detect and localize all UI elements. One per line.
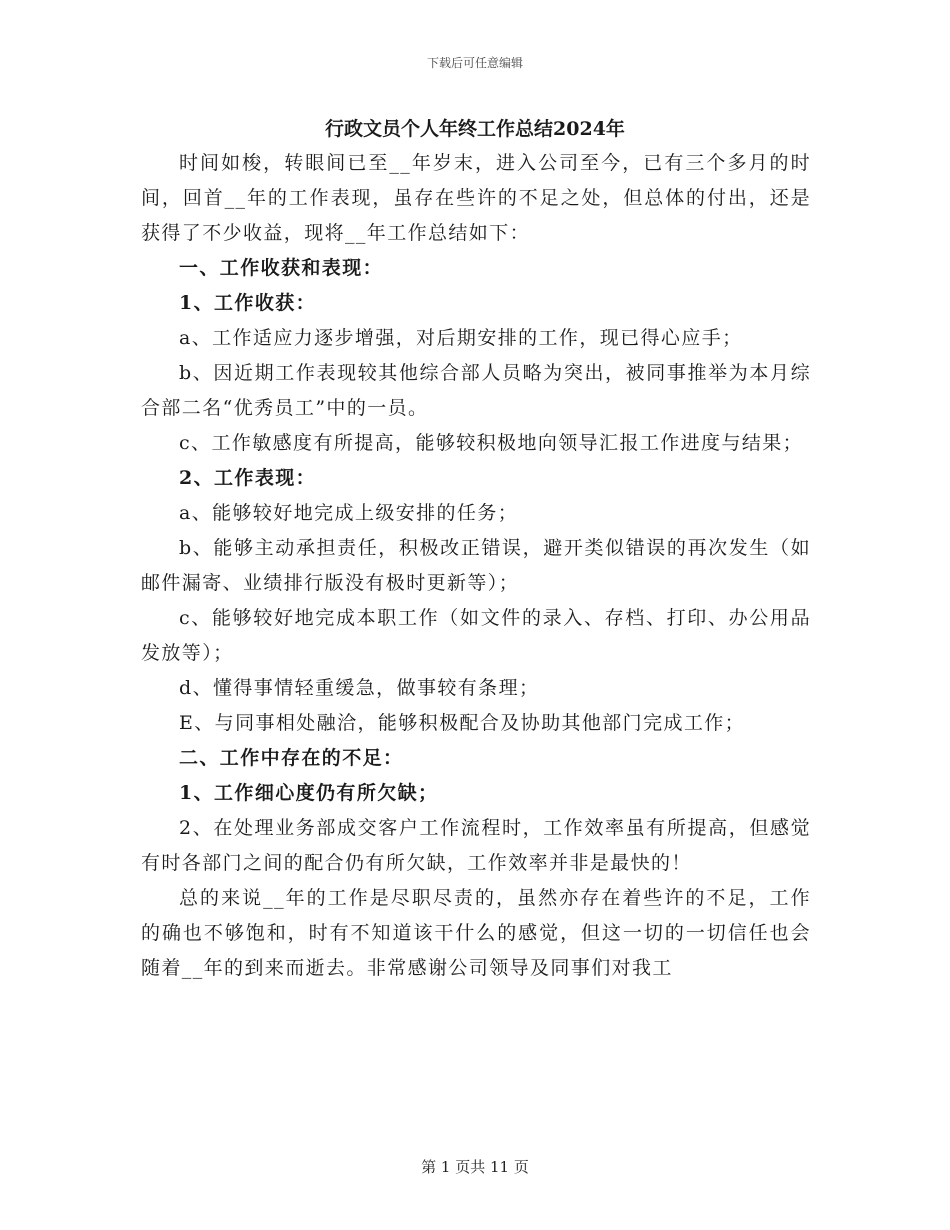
list-item: 2、在处理业务部成交客户工作流程时，工作效率虽有所提高，但感觉有时各部门之间的配合仍有所欠缺，工作效率并非是最快的！: [141, 817, 811, 874]
list-item: 1、工作细心度仍有所欠缺；: [179, 782, 439, 804]
section-heading: 一、工作收获和表现：: [179, 257, 384, 279]
page-footer: 第 1 页共 11 页: [421, 1158, 529, 1176]
document-title: 行政文员个人年终工作总结2024年: [325, 118, 625, 140]
list-item: c、工作敏感度有所提高，能够较积极地向领导汇报工作进度与结果；: [179, 432, 804, 454]
list-item: E、与同事相处融洽，能够积极配合及协助其他部门完成工作；: [179, 712, 746, 734]
list-item: d、懂得事情轻重缓急，做事较有条理；: [179, 677, 540, 699]
page-header: 下载后可任意编辑: [426, 56, 523, 70]
list-item: a、能够较好地完成上级安排的任务；: [179, 502, 519, 524]
list-item: a、工作适应力逐步增强，对后期安排的工作，现已得心应手；: [179, 327, 743, 349]
paragraph: 时间如梭，转眼间已至__年岁末，进入公司至今，已有三个多月的时间，回首__年的工作表现，虽存在些许的不足之处，但总体的付出，还是获得了不少收益，现将__年工作总结如下：: [141, 152, 811, 244]
paragraph: 总的来说__年的工作是尽职尽责的，虽然亦存在着些许的不足，工作的确也不够饱和，时有不知道该干什么的感觉，但这一切的一切信任也会随着__年的到来而逝去。非常感谢公司领导及同事们对我工: [141, 887, 811, 979]
document-body: [141, 146, 811, 986]
subsection-heading: 2、工作表现：: [179, 467, 317, 489]
subsection-heading: 1、工作收获：: [179, 292, 317, 314]
list-item: b、因近期工作表现较其他综合部人员略为突出，被同事推举为本月综合部二名“优秀员工”中的一员。: [141, 362, 811, 419]
list-item: c、能够较好地完成本职工作（如文件的录入、存档、打印、办公用品发放等）；: [141, 607, 811, 664]
section-heading: 二、工作中存在的不足：: [179, 747, 404, 769]
list-item: b、能够主动承担责任，积极改正错误，避开类似错误的再次发生（如邮件漏寄、业绩排行版没有极时更新等）；: [141, 537, 811, 594]
